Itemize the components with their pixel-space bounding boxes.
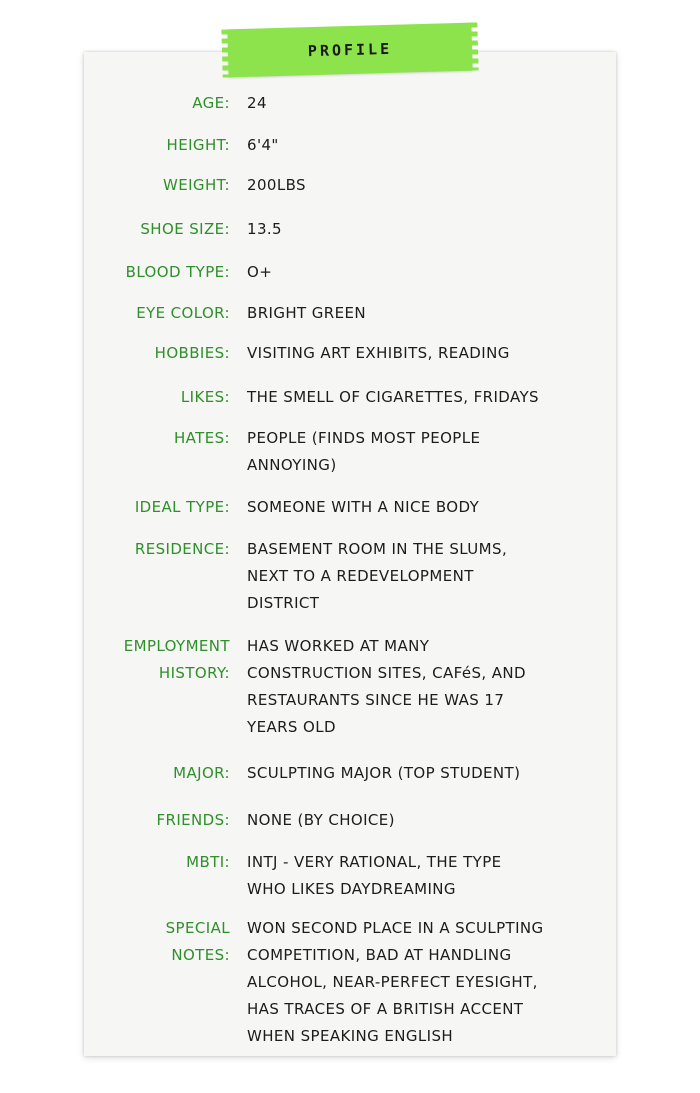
field-label: MBTI: [186, 853, 230, 871]
field-label: HEIGHT: [166, 136, 230, 154]
field-label: AGE: [192, 94, 230, 112]
field-label: BLOOD TYPE: [125, 263, 230, 281]
field-label: EYE COLOR: [136, 304, 230, 322]
profile-title: PROFILE [307, 39, 393, 61]
field-label: FRIENDS: [156, 811, 230, 829]
field-label: WEIGHT: [162, 176, 230, 194]
field-label: HATES: [174, 429, 230, 447]
field-value: VISITING ART EXHIBITS, READING [247, 344, 510, 362]
tape-header [227, 23, 472, 78]
field-label: MAJOR: [173, 764, 230, 782]
field-label: IDEAL TYPE: [134, 498, 230, 516]
field-value: WON SECOND PLACE IN A SCULPTING COMPETITION, BAD AT HANDLING ALCOHOL, NEAR-PERFECT EYESIGHT, HAS TRACES OF A BRITISH ACCENT WHEN SPEAKING ENGLISH [247, 919, 544, 1045]
field-value: HAS WORKED AT MANY CONSTRUCTION SITES, CAFéS, AND RESTAURANTS SINCE HE WAS 17 YEARS OLD [247, 637, 526, 736]
field-label: HOBBIES: [154, 344, 230, 362]
field-label: LIKES: [180, 388, 230, 406]
field-value: SOMEONE WITH A NICE BODY [247, 498, 480, 516]
field-value: 200LBS [247, 176, 306, 194]
field-value: INTJ - VERY RATIONAL, THE TYPE WHO LIKES DAYDREAMING [247, 853, 502, 898]
field-label: EMPLOYMENT HISTORY: [123, 637, 230, 682]
field-value: NONE (BY CHOICE) [247, 811, 395, 829]
field-value: THE SMELL OF CIGARETTES, FRIDAYS [247, 388, 539, 406]
field-value: 24 [247, 94, 267, 112]
field-value: O+ [247, 263, 273, 281]
field-value: BASEMENT ROOM IN THE SLUMS, NEXT TO A REDEVELOPMENT DISTRICT [247, 540, 508, 612]
field-value: BRIGHT GREEN [247, 304, 366, 322]
field-label: SPECIAL NOTES: [165, 919, 230, 964]
field-label: RESIDENCE: [134, 540, 230, 558]
field-value: PEOPLE (FINDS MOST PEOPLE ANNOYING) [247, 429, 481, 474]
field-value: 13.5 [247, 220, 282, 238]
field-value: SCULPTING MAJOR (TOP STUDENT) [247, 764, 521, 782]
field-value: 6'4" [247, 136, 279, 154]
field-label: SHOE SIZE: [140, 220, 230, 238]
